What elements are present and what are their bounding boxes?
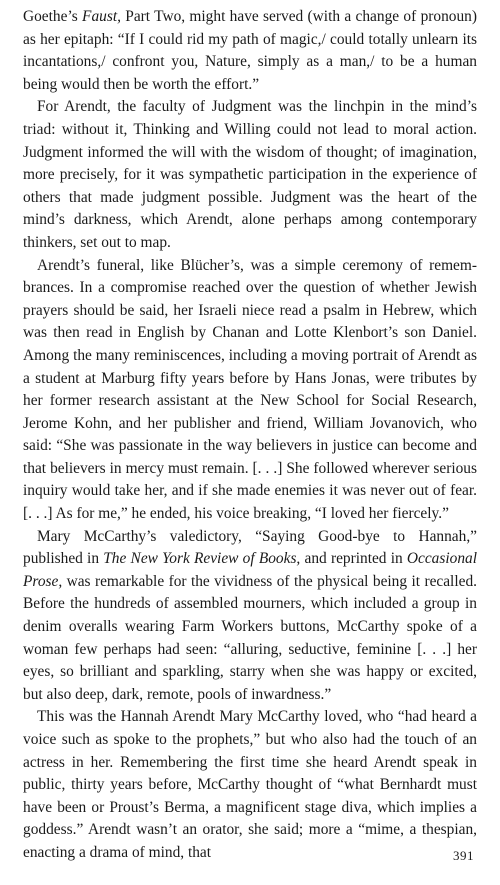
text-run: was remarkable for the vividness of the physical being it recalled. Before the hundreds of assembled mourners, which included a group in denim overalls wearing Farm Workers buttons, McCarthy spoke of a woman few perhaps had seen: “alluring, seductive, feminine [. . .] her eyes, so brilliant and sparkling, starry when she was happy or excited, but also deep, dark, remote, pools of inwardness.”	[23, 572, 477, 703]
text-run: and reprinted in	[300, 550, 407, 568]
paragraph	[23, 96, 477, 254]
italic-title: Faust,	[82, 8, 121, 25]
body-text	[23, 6, 477, 865]
italic-title: The New York Review of Books,	[103, 550, 301, 568]
paragraph	[23, 255, 477, 526]
italic-title: Occasional Prose,	[23, 550, 477, 590]
paragraph	[23, 526, 477, 707]
text-run: For Arendt, the faculty of Judgment was the linchpin in the mind’s triad: without it, Thinking and Willing could not lead to moral action. Judgment informed the will with the wisdom of thought; of imagination, more precisely, for it was sympathetic participation in the experience of others that made judgment possible. Judgment was the heart of the mind’s darkness, which Arendt, alone perhaps among contemporary thinkers, set out to map.	[23, 98, 477, 251]
text-run: This was the Hannah Arendt Mary McCarthy loved, who “had heard a voice such as spoke to the prophets,” but who also had the touch of an actress in her. Remembering the first time she heard Arendt speak in public, thirty years before, McCarthy thought of “what Bernhardt must have been or Proust’s Berma, a magnificent stage diva, which implies a goddess.” Arendt wasn’t an orator, she said; more a “mime, a thespian, enacting a drama of mind, that	[23, 708, 477, 861]
text-run: Mary McCarthy’s valedictory, “Saying Good-bye to Hannah,” published in	[23, 527, 477, 568]
text-run: Arendt’s funeral, like Blücher’s, was a simple ceremony of remembrances. In a compromise reached over the question of whether Jewish prayers should be said, her Israeli niece read a psalm in Hebrew, which was then read in English by Chanan and Lotte Klenbort’s son Daniel. Among the many reminiscences, including a moving portrait of Arendt as a student at Marburg fifty years before by Hans Jonas, were tributes by her former research assistant at the New School for Social Research, Jerome Kohn, and her publisher and friend, William Jovanovich, who said: “She was passionate in the way believers in justice can become and that believers in mercy must remain. [. . .] She followed wherever serious inquiry would take her, and if she made enemies it was never out of fear. [. . .] As for me,” he ended, his voice breaking, “I loved her fiercely.”	[23, 256, 477, 523]
text-run: Goethe’s	[23, 8, 83, 25]
text-run: Part Two, might have served (with a change of pronoun) as her epitaph: “If I could rid my path of magic,/ could totally unlearn its incantations,/ confront you, Nature, simply as a man,/ to be a human being would then be worth the effort.”	[23, 8, 478, 93]
paragraph	[23, 6, 477, 96]
paragraph	[23, 706, 477, 864]
page-number: 391	[453, 848, 474, 863]
